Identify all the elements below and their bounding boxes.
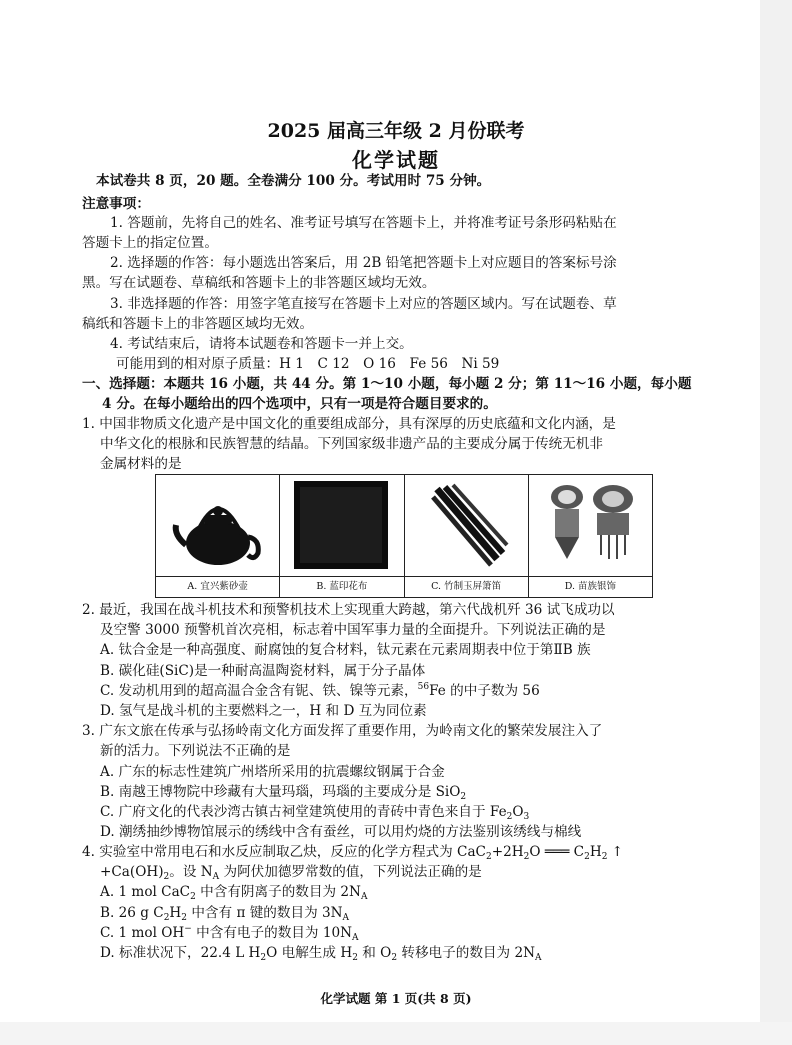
teapot-icon <box>156 475 279 576</box>
exam-title: 2025 届高三年级 2 月份联考 <box>267 120 525 142</box>
q1-option-b-label: B. 蓝印花布 <box>280 576 403 597</box>
q1-option-a-label: A. 宜兴紫砂壶 <box>156 576 279 597</box>
q3-stem: 新的活力。下列说法不正确的是 <box>100 743 291 759</box>
q1-stem: 金属材料的是 <box>100 456 182 472</box>
q2-option-a: A. 钛合金是一种高强度、耐腐蚀的复合材料，钛元素在元素周期表中位于第ⅡB 族 <box>100 642 591 658</box>
q1-option-c-label: C. 竹制玉屏箫笛 <box>405 576 528 597</box>
subject-title: 化学试题 <box>352 148 440 172</box>
notes-item: 答题卡上的指定位置。 <box>82 235 218 251</box>
notes-item: 3. 非选择题的作答：用签字笔直接写在答题卡上对应的答题区域内。写在试题卷、草 <box>110 296 617 312</box>
q4-option-b: B. 26 g $C_2H_2$ 中含有 π 键的数目为 $3N_A$ <box>100 905 350 923</box>
q4-option-c: C. 1 mol OH− 中含有电子的数目为 $10N_A$ <box>100 924 359 943</box>
notes-heading: 注意事项： <box>82 196 150 212</box>
notes-item: 2. 选择题的作答：每小题选出答案后，用 2B 铅笔把答题卡上对应题目的答案标号涂 <box>110 255 617 271</box>
flute-icon <box>405 475 528 576</box>
q1-option-d-label: D. 苗族银饰 <box>529 576 652 597</box>
q4-option-d: D. 标准状况下，22.4 L $H_2O$ 电解生成 $H_2$ 和 $O_2$ 转移电子的数目为 $2N_A$ <box>100 945 542 963</box>
q4-stem: $+Ca(OH)_2$。设 $N_A$ 为阿伏加德罗常数的值，下列说法正确的是 <box>100 864 482 882</box>
q1-stem: 1. 中国非物质文化遗产是中国文化的重要组成部分，具有深厚的历史底蕴和文化内涵，是 <box>82 416 616 432</box>
section-heading: 一、选择题：本题共 16 小题，共 44 分。第 1～10 小题，每小题 2 分；第 11～16 小题，每小题 <box>82 376 692 392</box>
section-heading-cont: 4 分。在每小题给出的四个选项中，只有一项是符合题目要求的。 <box>102 396 497 412</box>
q3-option-b: B. 南越王博物院中珍藏有大量玛瑙，玛瑙的主要成分是 SiO$_2$ <box>100 784 467 802</box>
page-footer: 化学试题 第 1 页(共 8 页) <box>320 991 472 1006</box>
q2-option-d: D. 氢气是战斗机的主要燃料之一，H 和 D 互为同位素 <box>100 703 427 719</box>
q4-option-a: A. 1 mol CaC$_2$ 中含有阴离子的数目为 $2N_A$ <box>100 884 368 902</box>
notes-item: 4. 考试结束后，请将本试题卷和答题卡一并上交。 <box>110 336 413 352</box>
q1-option-b <box>280 475 404 597</box>
q3-option-a: A. 广东的标志性建筑广州塔所采用的抗震螺纹钢属于合金 <box>100 764 445 780</box>
bottom-margin-band <box>0 1022 792 1045</box>
exam-intro: 本试卷共 8 页，20 题。全卷满分 100 分。考试用时 75 分钟。 <box>96 173 491 189</box>
q1-option-d <box>529 475 652 597</box>
q1-picture-table <box>155 474 653 598</box>
q2-option-b: B. 碳化硅(SiC)是一种耐高温陶瓷材料，属于分子晶体 <box>100 663 426 679</box>
q1-option-c <box>405 475 529 597</box>
notes-item: 黑。写在试题卷、草稿纸和答题卡上的非答题区域均无效。 <box>82 275 436 291</box>
q1-option-a <box>156 475 280 597</box>
atomic-mass-line: 可能用到的相对原子质量：H 1 C 12 O 16 Fe 56 Ni 59 <box>116 356 500 372</box>
q3-stem: 3. 广东文旅在传承与弘扬岭南文化方面发挥了重要作用，为岭南文化的繁荣发展注入了 <box>82 723 603 739</box>
q2-stem: 2. 最近，我国在战斗机技术和预警机技术上实现重大跨越，第六代战机歼 36 试飞成功以 <box>82 602 615 618</box>
cloth-icon <box>280 475 403 576</box>
q2-stem: 及空警 3000 预警机首次亮相，标志着中国军事力量的全面提升。下列说法正确的是 <box>100 622 606 638</box>
notes-item: 稿纸和答题卡上的非答题区域均无效。 <box>82 316 314 332</box>
q2-option-c: C. 发动机用到的超高温合金含有铌、铁、镍等元素，$^{56}$Fe 的中子数为 56 <box>100 682 540 699</box>
notes-item: 1. 答题前，先将自己的姓名、准考证号填写在答题卡上，并将准考证号条形码粘贴在 <box>110 215 617 231</box>
silver-ornament-icon <box>529 475 652 576</box>
q3-option-c: C. 广府文化的代表沙湾古镇古祠堂建筑使用的青砖中青色来自于 $Fe_2O_3$ <box>100 804 530 822</box>
q3-option-d: D. 潮绣抽纱博物馆展示的绣线中含有蚕丝，可以用灼烧的方法鉴别该绣线与棉线 <box>100 824 582 840</box>
q1-stem: 中华文化的根脉和民族智慧的结晶。下列国家级非遗产品的主要成分属于传统无机非 <box>100 436 603 452</box>
q4-stem: 4. 实验室中常用电石和水反应制取乙炔，反应的化学方程式为 $CaC_2+2H_2O$ ═══ $C_2H_2$ ↑ <box>82 844 624 862</box>
